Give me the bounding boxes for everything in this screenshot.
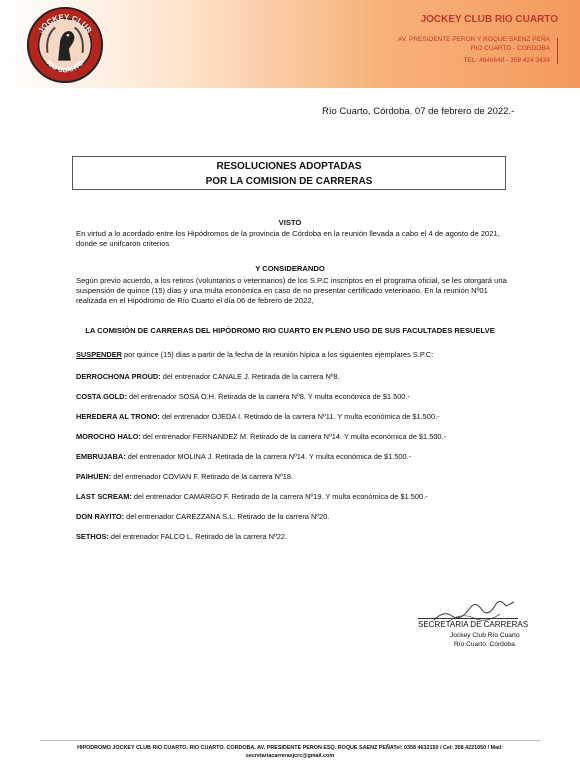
suspender-paragraph bbox=[76, 350, 433, 359]
title-line-2: POR LA COMISION DE CARRERAS bbox=[205, 176, 373, 187]
list-item bbox=[76, 492, 428, 501]
entry-detail: del entrenador MOLINA J. Retirada de la carrera Nº14. Y multa económica de $1.500.- bbox=[125, 452, 412, 461]
visto-heading: VISTO bbox=[278, 218, 302, 227]
considerando-heading: Y CONSIDERANDO bbox=[255, 264, 325, 273]
entry-detail: del entrenador CANALE J. Retirada de la carrera Nº8. bbox=[160, 372, 340, 381]
list-item bbox=[76, 472, 293, 481]
title-line-1: RESOLUCIONES ADOPTADAS bbox=[216, 161, 362, 172]
document-date: Río Cuarto, Córdoba. 07 de febrero de 2022.- bbox=[322, 106, 515, 117]
address-divider bbox=[557, 38, 558, 64]
club-name: JOCKEY CLUB RIO CUARTO bbox=[420, 14, 558, 25]
entry-detail: del entrenador OJEDA I. Retirado de la carrera Nº11. Y multa económica de $1.500.- bbox=[159, 412, 440, 421]
horse-name: SETHOS: bbox=[76, 532, 109, 541]
horse-name: LAST SCREAM: bbox=[76, 492, 132, 501]
list-item bbox=[76, 412, 440, 421]
resuelve-heading: LA COMISIÓN DE CARRERAS DEL HIPÓDROMO RIO CUARTO EN PLENO USO DE SUS FACULTADES RESUELVE bbox=[85, 326, 495, 335]
suspender-keyword: SUSPENDER bbox=[76, 350, 122, 359]
list-item bbox=[76, 432, 446, 441]
logo-text-bottom: RIO CUARTO bbox=[44, 59, 86, 75]
horse-name: DON RAYITO: bbox=[76, 512, 125, 521]
phone: TEL: 4646648 - 358 424 3434 bbox=[463, 57, 550, 64]
entry-detail: del entrenador CAMARGO F. Retirado de la carrera Nº19. Y multa económica de $1.500.- bbox=[131, 492, 428, 501]
entry-detail: del entrenador COVIAN F. Retirado de la carrera Nº18. bbox=[111, 472, 293, 481]
suspender-text: por quince (15) días a partir de la fecha de la reunión hípica a los siguientes ejemplares S.P.C: bbox=[122, 350, 434, 359]
address-line-2: RIO CUARTO - CORDOBA bbox=[470, 45, 550, 52]
footer-divider bbox=[40, 740, 540, 741]
list-item bbox=[76, 372, 340, 381]
horse-name: PAIHUEN: bbox=[76, 472, 112, 481]
signature-line-2: Río Cuarto. Córdoba. bbox=[454, 641, 517, 648]
footer-line-1: HIPODROMO JOCKEY CLUB RIO CUARTO. RIO CUARTO. CORDOBA. AV. PRESIDENTE PERON ESQ. ROQUE SAENZ PEÑATel: 0358 4632150 / Cel: 358 4221050 / Mail: bbox=[77, 745, 503, 751]
list-item bbox=[76, 452, 411, 461]
club-logo bbox=[26, 6, 104, 84]
list-item bbox=[76, 392, 410, 401]
horse-name: EMBRUJABA: bbox=[76, 452, 126, 461]
horse-name: HEREDERA AL TRONO: bbox=[76, 412, 160, 421]
entry-detail: del entrenador FERNANDEZ M. Retirado de la carrera Nº14. Y multa económica de $1.500.- bbox=[140, 432, 447, 441]
entry-detail: del entrenador CAREZZANA S.L. Retirado de la carrera Nº20. bbox=[124, 512, 330, 521]
letterhead bbox=[0, 0, 580, 88]
entry-detail: del entrenador FALCO L. Retirado de la carrera Nº22. bbox=[108, 532, 287, 541]
list-item bbox=[76, 512, 329, 521]
list-item bbox=[76, 532, 287, 541]
horse-name: COSTA GOLD: bbox=[76, 392, 127, 401]
entry-detail: del entrenador SOSA O.H. Retirada de la carrera Nº8. Y multa económica de $1.500.- bbox=[126, 392, 410, 401]
document-title bbox=[72, 156, 506, 190]
visto-text: En virtud a lo acordado entre los Hipódromos de la provincia de Córdoba en la reunión llevada a cabo el 4 de agosto de 2021, donde se unifcaron criterios bbox=[76, 229, 500, 248]
horse-name: DERROCHONA PROUD: bbox=[76, 372, 161, 381]
signature-line-1: Jockey Club Río Cuarto bbox=[450, 632, 520, 639]
horse-name: MOROCHO HALO: bbox=[76, 432, 141, 441]
logo-text-top: JOCKEY CLUB bbox=[36, 12, 94, 35]
address-line-1: AV. PRESIDENTE PERON Y ROQUE SAENZ PEÑA bbox=[397, 36, 550, 43]
footer-email: secretariacarrerasjcrc@gmail.com bbox=[245, 753, 335, 759]
signature-title: SECRETARIA DE CARRERAS bbox=[418, 620, 529, 629]
considerando-text: Según previo acuerdo, a los retiros (voluntarios o veterinarios) de los S.P.C inscriptos en el programa oficial, se les otorgará una suspensión de quince (15) días y una multa económica en caso de no presentar certificado veterinario. En la reunión Nº01 realizada en el Hipódromo de Río Cuarto el día 06 de febrero de 2022, bbox=[76, 276, 507, 305]
signature-line bbox=[418, 618, 518, 619]
